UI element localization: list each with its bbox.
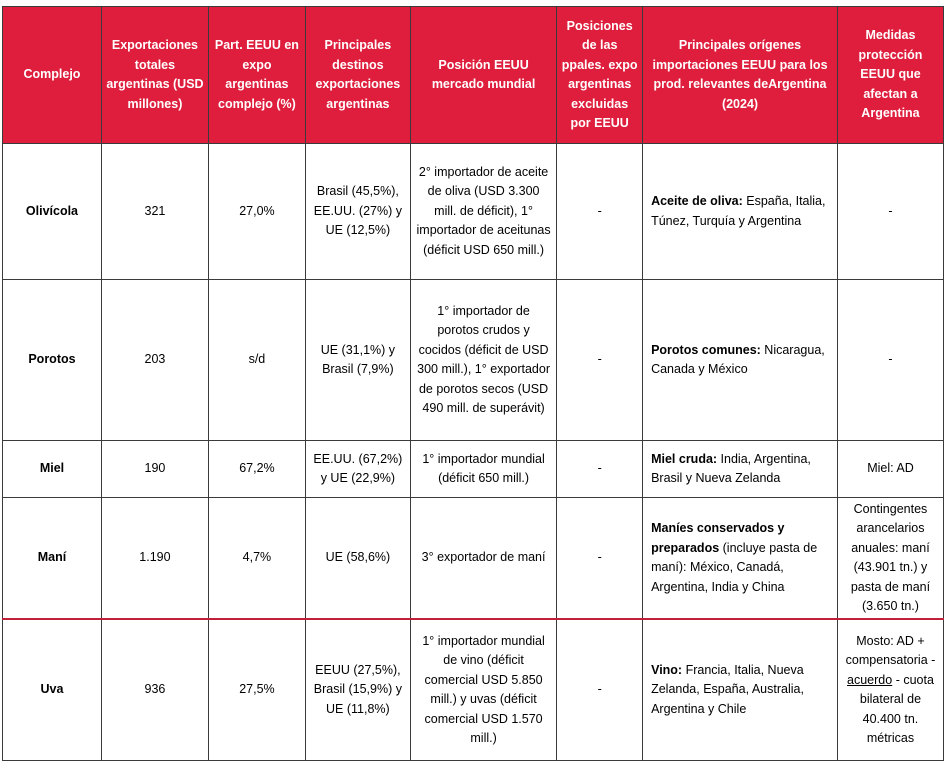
origenes-countries: España, Italia, Túnez, Turquía y Argentina (651, 194, 826, 228)
cell-posicion: 1° importador mundial de vino (déficit comercial USD 5.850 mill.) y uvas (déficit comercial USD 1.570 mill.) (410, 619, 556, 761)
header-origenes: Principales orígenes importaciones EEUU para los prod. relevantes deArgentina (2024) (643, 7, 838, 144)
cell-complejo: Miel (3, 441, 102, 498)
cell-part-eeuu: 4,7% (208, 498, 305, 620)
origenes-product: Porotos comunes: (651, 342, 761, 357)
table-row (3, 441, 944, 498)
cell-excluidas: - (557, 280, 643, 441)
cell-origenes (643, 619, 838, 761)
cell-medidas: - (837, 280, 943, 441)
cell-posicion: 1° importador de porotos crudos y cocidos (déficit de USD 300 mill.), 1° exportador de porotos secos (USD 490 mill. de superávit) (410, 280, 556, 441)
table-row (3, 619, 944, 761)
medidas-acuerdo: acuerdo (847, 672, 893, 687)
cell-posicion: 1° importador mundial (déficit 650 mill.) (410, 441, 556, 498)
cell-exportaciones: 190 (101, 441, 208, 498)
cell-excluidas: - (557, 144, 643, 280)
origenes-countries: Nicaragua, Canada y México (651, 342, 825, 376)
medidas-text: - cuota bilateral de 40.400 tn. métricas (859, 672, 934, 745)
cell-destinos: Brasil (45,5%), EE.UU. (27%) y UE (12,5%) (305, 144, 410, 280)
header-destinos: Principales destinos exportaciones argentinas (305, 7, 410, 144)
cell-excluidas: - (557, 619, 643, 761)
header-complejo: Complejo (3, 7, 102, 144)
table-row (3, 144, 944, 280)
cell-destinos: UE (58,6%) (305, 498, 410, 620)
cell-destinos: UE (31,1%) y Brasil (7,9%) (305, 280, 410, 441)
cell-part-eeuu: s/d (208, 280, 305, 441)
cell-origenes (643, 498, 838, 620)
origenes-countries: (incluye pasta de maní): México, Canadá, Argentina, India y China (651, 540, 818, 594)
cell-medidas (837, 619, 943, 761)
cell-exportaciones: 936 (101, 619, 208, 761)
cell-medidas: Miel: AD (837, 441, 943, 498)
cell-medidas: - (837, 144, 943, 280)
cell-destinos: EE.UU. (67,2%) y UE (22,9%) (305, 441, 410, 498)
cell-complejo: Olivícola (3, 144, 102, 280)
cell-part-eeuu: 67,2% (208, 441, 305, 498)
table-row (3, 280, 944, 441)
header-part-eeuu: Part. EEUU en expo argentinas complejo (%) (208, 7, 305, 144)
cell-origenes (643, 144, 838, 280)
origenes-countries: Francia, Italia, Nueva Zelanda, España, Australia, Argentina y Chile (651, 662, 804, 716)
cell-exportaciones: 1.190 (101, 498, 208, 620)
cell-complejo: Maní (3, 498, 102, 620)
origenes-product: Vino: (651, 662, 683, 677)
trade-table (2, 6, 944, 761)
cell-part-eeuu: 27,5% (208, 619, 305, 761)
cell-complejo: Porotos (3, 280, 102, 441)
cell-posicion: 3° exportador de maní (410, 498, 556, 620)
origenes-product: Miel cruda: (651, 451, 718, 466)
header-exportaciones: Exportaciones totales argentinas (USD millones) (101, 7, 208, 144)
cell-excluidas: - (557, 441, 643, 498)
cell-exportaciones: 203 (101, 280, 208, 441)
header-posicion: Posición EEUU mercado mundial (410, 7, 556, 144)
origenes-product: Aceite de oliva: (651, 194, 743, 208)
origenes-product: Maníes conservados y preparados (651, 521, 785, 555)
table-row (3, 498, 944, 620)
header-row (3, 7, 944, 144)
cell-excluidas: - (557, 498, 643, 620)
cell-posicion: 2° importador de aceite de oliva (USD 3.300 mill. de déficit), 1° importador de aceitunas (déficit USD 650 mill.) (410, 144, 556, 280)
cell-origenes (643, 441, 838, 498)
cell-medidas: Contingentes arancelarios anuales: maní (43.901 tn.) y pasta de maní (3.650 tn.) (837, 498, 943, 620)
origenes-countries: India, Argentina, Brasil y Nueva Zelanda (651, 451, 811, 485)
cell-part-eeuu: 27,0% (208, 144, 305, 280)
cell-exportaciones: 321 (101, 144, 208, 280)
cell-complejo: Uva (3, 619, 102, 761)
cell-origenes (643, 280, 838, 441)
medidas-text: Mosto: AD + compensatoria - (845, 633, 936, 667)
cell-destinos: EEUU (27,5%), Brasil (15,9%) y UE (11,8%) (305, 619, 410, 761)
header-medidas: Medidas protección EEUU que afectan a Argentina (837, 7, 943, 144)
header-excluidas: Posiciones de las ppales. expo argentinas excluidas por EEUU (557, 7, 643, 144)
